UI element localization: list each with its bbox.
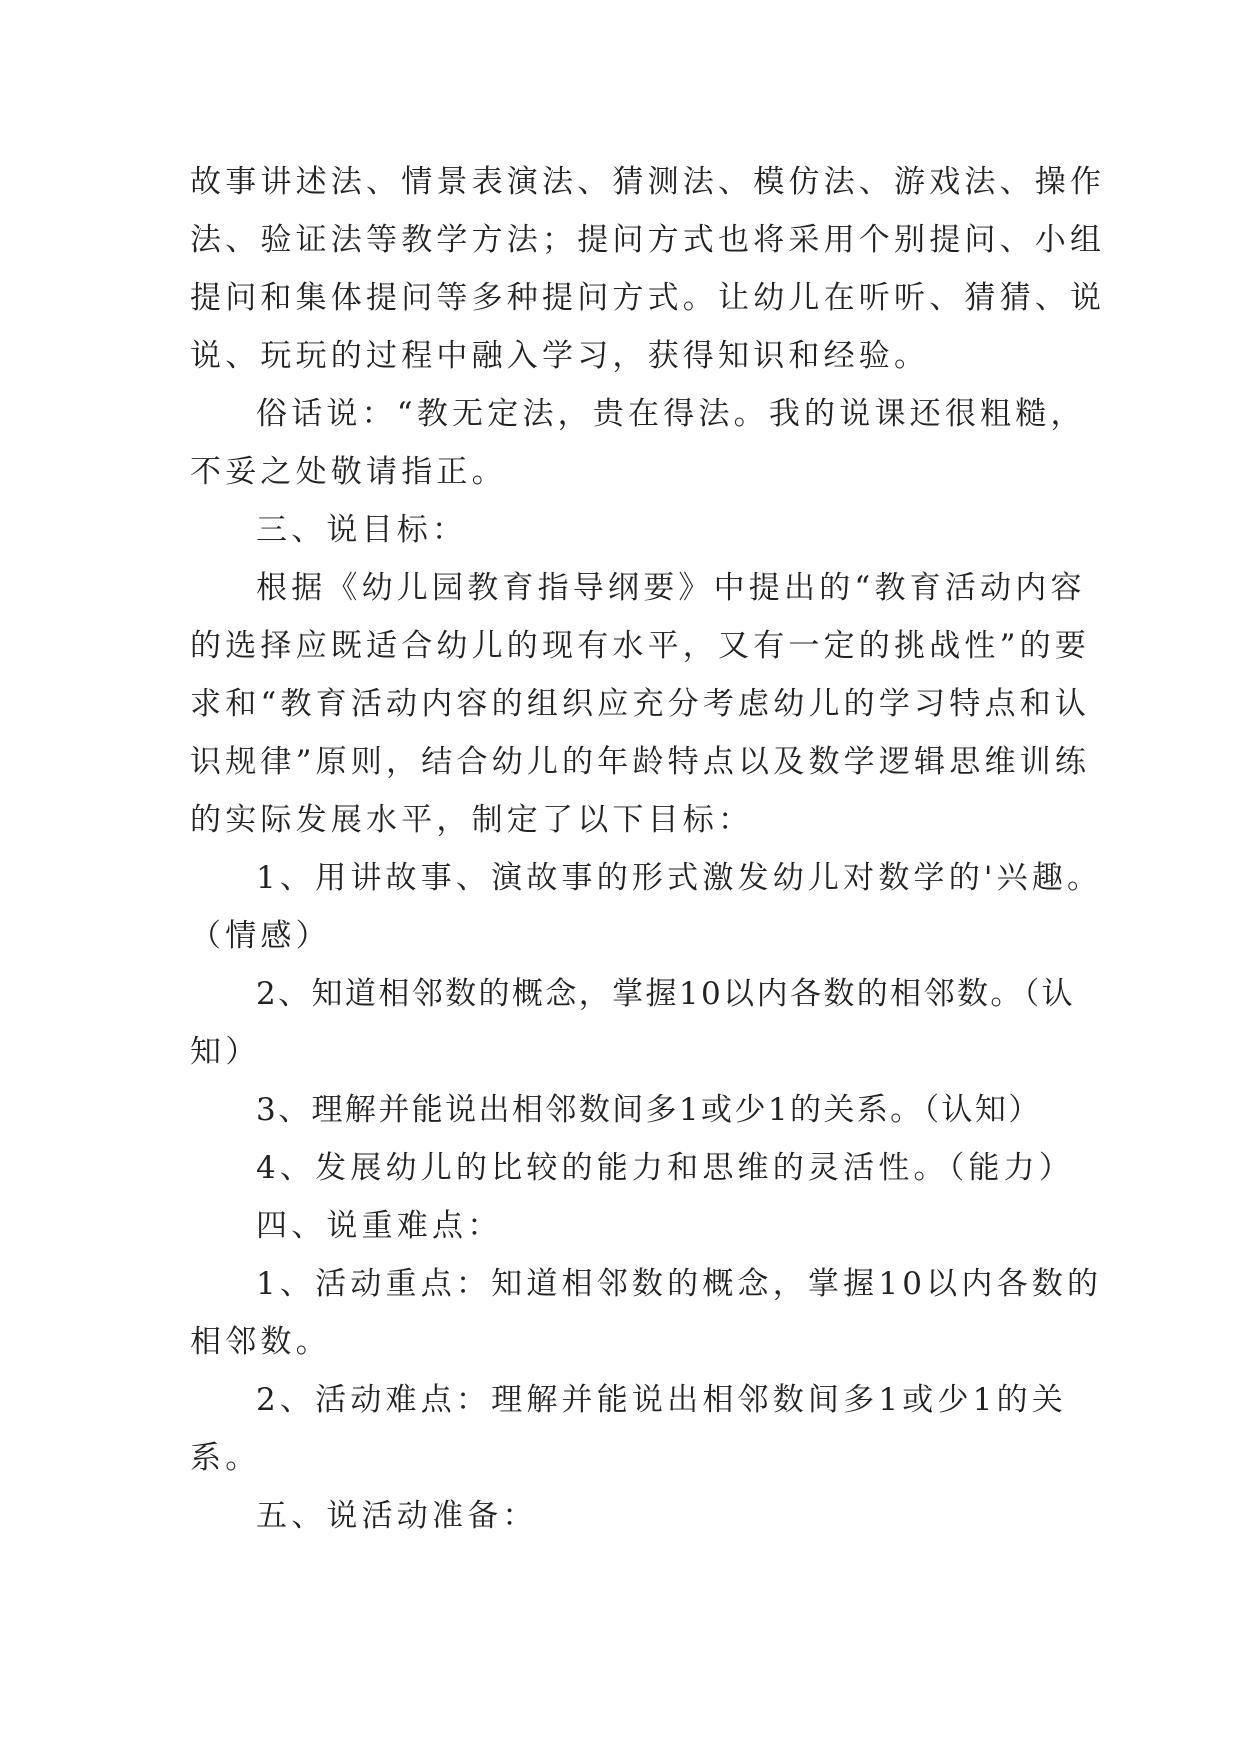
text-line-8: 根据《幼儿园教育指导纲要》中提出的“教育活动内容 (256, 570, 1086, 606)
text-line-6: 不妥之处敬请指正。 (190, 454, 507, 490)
objective-item-2-continued: 知） (190, 1034, 261, 1070)
section-heading-preparation: 五、说活动准备： (256, 1498, 538, 1534)
text-line-1: 故事讲述法、情景表演法、猜测法、模仿法、游戏法、操作 (190, 164, 1106, 200)
text-line-4: 说、玩玩的过程中融入学习，获得知识和经验。 (190, 338, 930, 374)
text-line-3: 提问和集体提问等多种提问方式。让幼儿在听听、猜猜、说 (190, 280, 1106, 316)
text-line-5: 俗话说：“教无定法，贵在得法。我的说课还很粗糙， (256, 396, 1086, 432)
document-body (190, 153, 1106, 1545)
objective-item-2: 2、知道相邻数的概念，掌握10以内各数的相邻数。（认 (256, 976, 1076, 1012)
key-point-item-1-continued: 相邻数。 (190, 1324, 331, 1360)
objective-item-1-category: （情感） (190, 918, 331, 954)
key-point-item-2: 2、活动难点：理解并能说出相邻数间多1或少1的关 (256, 1382, 1067, 1418)
text-line-12: 的实际发展水平，制定了以下目标： (190, 802, 754, 838)
text-line-10: 求和“教育活动内容的组织应充分考虑幼儿的学习特点和认 (190, 686, 1091, 722)
text-line-2: 法、验证法等教学方法；提问方式也将采用个别提问、小组 (190, 222, 1106, 258)
key-point-item-2-continued: 系。 (190, 1440, 261, 1476)
text-line-9: 的选择应既适合幼儿的现有水平，又有一定的挑战性”的要 (190, 628, 1091, 664)
objective-item-3: 3、理解并能说出相邻数间多1或少1的关系。（认知） (256, 1092, 1042, 1128)
key-point-item-1: 1、活动重点：知道相邻数的概念，掌握10以内各数的 (256, 1266, 1103, 1302)
text-line-11: 识规律”原则，结合幼儿的年龄特点以及数学逻辑思维训练 (190, 744, 1091, 780)
objective-item-4: 4、发展幼儿的比较的能力和思维的灵活性。（能力） (256, 1150, 1075, 1186)
section-heading-key-points: 四、说重难点： (256, 1208, 503, 1244)
section-heading-objectives: 三、说目标： (256, 512, 468, 548)
objective-item-1: 1、用讲故事、演故事的形式激发幼儿对数学的'兴趣。 (256, 860, 1103, 896)
